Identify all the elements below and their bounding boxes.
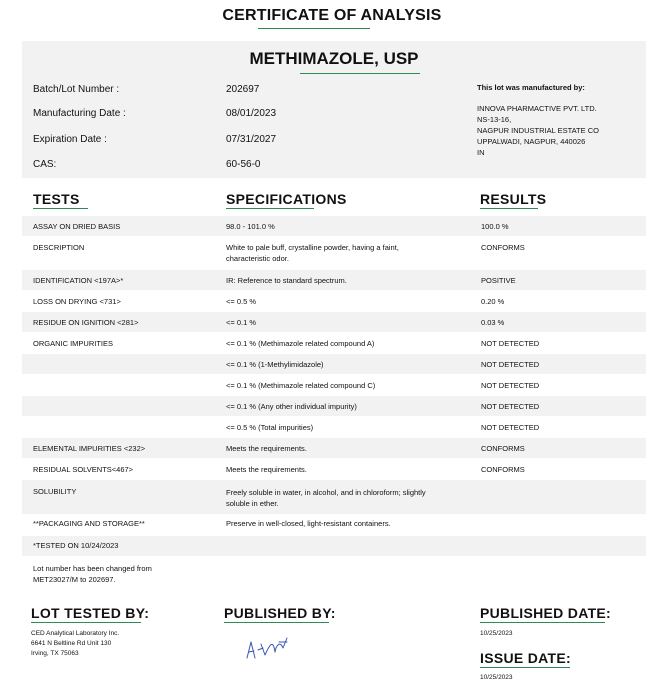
- table-cell-spec: <= 0.1 % (Any other individual impurity): [226, 402, 357, 411]
- tests-header: TESTS: [33, 191, 80, 207]
- issue-date-heading: ISSUE DATE:: [480, 650, 571, 666]
- manufacturer-line: NS-13-16,: [477, 115, 512, 124]
- table-cell-test: ORGANIC IMPURITIES: [33, 339, 114, 348]
- cas-value: 60-56-0: [226, 159, 261, 170]
- table-cell-test: **PACKAGING AND STORAGE**: [33, 519, 145, 528]
- manufacturer-heading: This lot was manufactured by:: [477, 83, 585, 92]
- manufacturer-line: IN: [477, 148, 485, 157]
- table-cell-test: ELEMENTAL IMPURITIES <232>: [33, 444, 146, 453]
- cas-label: CAS:: [33, 159, 57, 170]
- exp-date-value: 07/31/2027: [226, 134, 277, 145]
- table-cell-test: ASSAY ON DRIED BASIS: [33, 222, 121, 231]
- table-cell-spec: <= 0.5 % (Total impurities): [226, 423, 314, 432]
- product-name: METHIMAZOLE, USP: [249, 49, 419, 68]
- table-cell-test: IDENTIFICATION <197A>*: [33, 276, 124, 285]
- batch-label: Batch/Lot Number :: [33, 84, 120, 95]
- table-cell-result: 100.0 %: [481, 222, 509, 231]
- table-cell-spec: 98.0 - 101.0 %: [226, 222, 275, 231]
- title-underline: [258, 28, 370, 29]
- table-cell-spec: <= 0.1 % (1-Methylimidazole): [226, 360, 324, 369]
- issue-date-underline: [480, 667, 570, 668]
- table-cell-result: NOT DETECTED: [481, 402, 540, 411]
- table-cell-test: *TESTED ON 10/24/2023: [33, 541, 119, 550]
- table-cell-test: RESIDUAL SOLVENTS<467>: [33, 465, 134, 474]
- table-cell-spec: <= 0.1 % (Methimazole related compound C): [226, 381, 376, 390]
- table-cell-spec: Freely soluble in water, in alcohol, and in chloroform; slightly soluble in ether.: [226, 488, 426, 508]
- table-cell-result: CONFORMS: [481, 243, 525, 252]
- specifications-header: SPECIFICATIONS: [226, 191, 347, 207]
- specifications-underline: [226, 208, 314, 209]
- lab-line: 6641 N Beltline Rd Unit 130: [31, 640, 112, 647]
- manufacturer-line: INNOVA PHARMACTIVE PVT. LTD.: [477, 104, 597, 113]
- published-by-underline: [224, 622, 329, 623]
- table-cell-test: RESIDUE ON IGNITION <281>: [33, 318, 139, 327]
- table-cell-result: NOT DETECTED: [481, 360, 540, 369]
- results-underline: [480, 208, 538, 209]
- published-by-heading: PUBLISHED BY:: [224, 605, 336, 621]
- table-cell-result: 0.20 %: [481, 297, 505, 306]
- table-cell-spec: <= 0.5 %: [226, 297, 257, 306]
- exp-date-label: Expiration Date :: [33, 134, 107, 145]
- table-cell-result: NOT DETECTED: [481, 423, 540, 432]
- table-cell-result: CONFORMS: [481, 444, 525, 453]
- table-cell-result: POSITIVE: [481, 276, 516, 285]
- issue-date-value: 10/25/2023: [480, 674, 513, 681]
- product-underline: [300, 73, 420, 74]
- table-cell-result: NOT DETECTED: [481, 381, 540, 390]
- table-cell-result: 0.03 %: [481, 318, 505, 327]
- table-cell-test: LOSS ON DRYING <731>: [33, 297, 121, 306]
- manufacturer-line: UPPALWADI, NAGPUR, 440026: [477, 137, 586, 146]
- table-cell-spec: <= 0.1 % (Methimazole related compound A): [226, 339, 375, 348]
- lot-tested-underline: [31, 622, 141, 623]
- signature-image: [243, 628, 293, 662]
- lab-line: CED Analytical Laboratory Inc.: [31, 630, 120, 637]
- published-date-underline: [480, 622, 605, 623]
- table-cell-result: NOT DETECTED: [481, 339, 540, 348]
- table-cell-spec: Meets the requirements.: [226, 444, 307, 453]
- batch-value: 202697: [226, 84, 260, 95]
- table-cell-spec: Preserve in well-closed, light-resistant containers.: [226, 519, 391, 528]
- table-cell-spec: Meets the requirements.: [226, 465, 307, 474]
- table-cell-spec: <= 0.1 %: [226, 318, 257, 327]
- lot-tested-by-heading: LOT TESTED BY:: [31, 605, 150, 621]
- table-cell-note: Lot number has been changed from MET23027/M to 202697.: [33, 564, 152, 584]
- mfg-date-label: Manufacturing Date :: [33, 108, 126, 119]
- table-cell-result: CONFORMS: [481, 465, 525, 474]
- row-band: [22, 354, 646, 374]
- tests-underline: [33, 208, 88, 209]
- table-cell-spec: White to pale buff, crystalline powder, having a faint, characteristic odor.: [226, 243, 399, 263]
- table-cell-test: SOLUBILITY: [33, 487, 77, 496]
- table-cell-spec: IR: Reference to standard spectrum.: [226, 276, 347, 285]
- results-header: RESULTS: [480, 191, 547, 207]
- published-date-value: 10/25/2023: [480, 630, 513, 637]
- manufacturer-line: NAGPUR INDUSTRIAL ESTATE CO: [477, 126, 599, 135]
- document-title: CERTIFICATE OF ANALYSIS: [222, 7, 442, 24]
- lab-line: Irving, TX 75063: [31, 650, 79, 657]
- table-cell-test: DESCRIPTION: [33, 243, 85, 252]
- mfg-date-value: 08/01/2023: [226, 108, 277, 119]
- published-date-heading: PUBLISHED DATE:: [480, 605, 612, 621]
